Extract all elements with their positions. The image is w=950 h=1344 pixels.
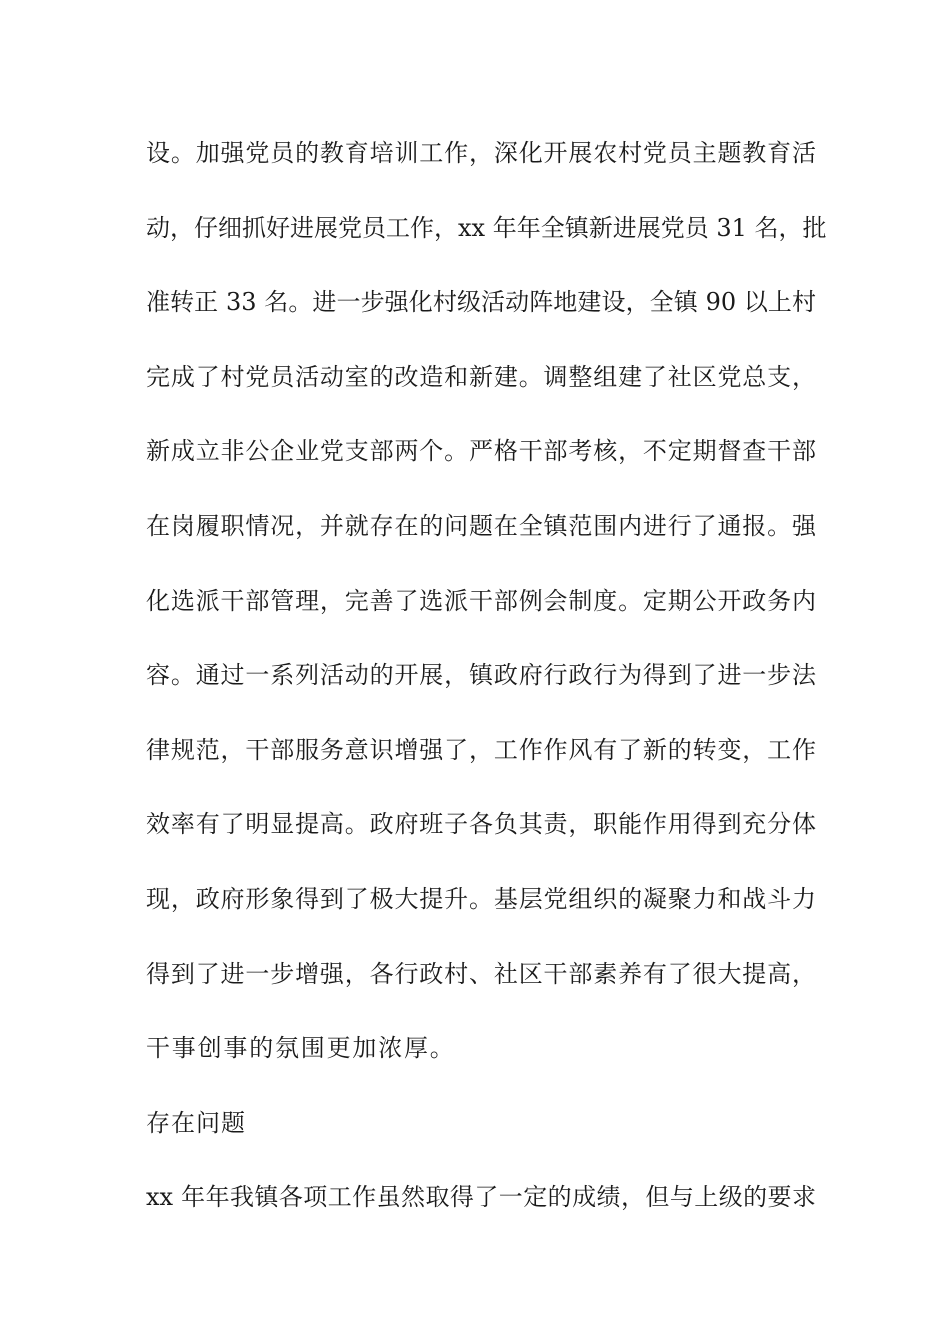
paragraph-line: 得到了进一步增强，各行政村、社区干部素养有了很大提高， <box>146 959 816 988</box>
paragraph-line: 动，仔细抓好进展党员工作，xx 年年全镇新进展党员 31 名，批 <box>146 213 827 242</box>
paragraph-line: 完成了村党员活动室的改造和新建。调整组建了社区党总支， <box>146 362 816 391</box>
paragraph-line: 在岗履职情况，并就存在的问题在全镇范围内进行了通报。强 <box>146 511 816 540</box>
paragraph-line: xx 年年我镇各项工作虽然取得了一定的成绩，但与上级的要求 <box>146 1183 816 1212</box>
paragraph-line: 化选派干部管理，完善了选派干部例会制度。定期公开政务内 <box>146 586 816 615</box>
paragraph-line: 效率有了明显提高。政府班子各负其责，职能作用得到充分体 <box>146 810 816 839</box>
section-heading: 存在问题 <box>146 1108 246 1137</box>
paragraph-line: 律规范，干部服务意识增强了，工作作风有了新的转变，工作 <box>146 735 816 764</box>
paragraph-line: 新成立非公企业党支部两个。严格干部考核，不定期督查干部 <box>146 437 816 466</box>
paragraph-line: 容。通过一系列活动的开展，镇政府行政行为得到了进一步法 <box>146 661 816 690</box>
paragraph-line: 准转正 33 名。进一步强化村级活动阵地建设，全镇 90 以上村 <box>146 288 816 317</box>
paragraph-last-line: 干事创事的氛围更加浓厚。 <box>146 1034 456 1063</box>
document-body <box>146 130 827 1249</box>
paragraph-line: 现，政府形象得到了极大提升。基层党组织的凝聚力和战斗力 <box>146 884 816 913</box>
paragraph-line: 设。加强党员的教育培训工作，深化开展农村党员主题教育活 <box>146 139 816 167</box>
